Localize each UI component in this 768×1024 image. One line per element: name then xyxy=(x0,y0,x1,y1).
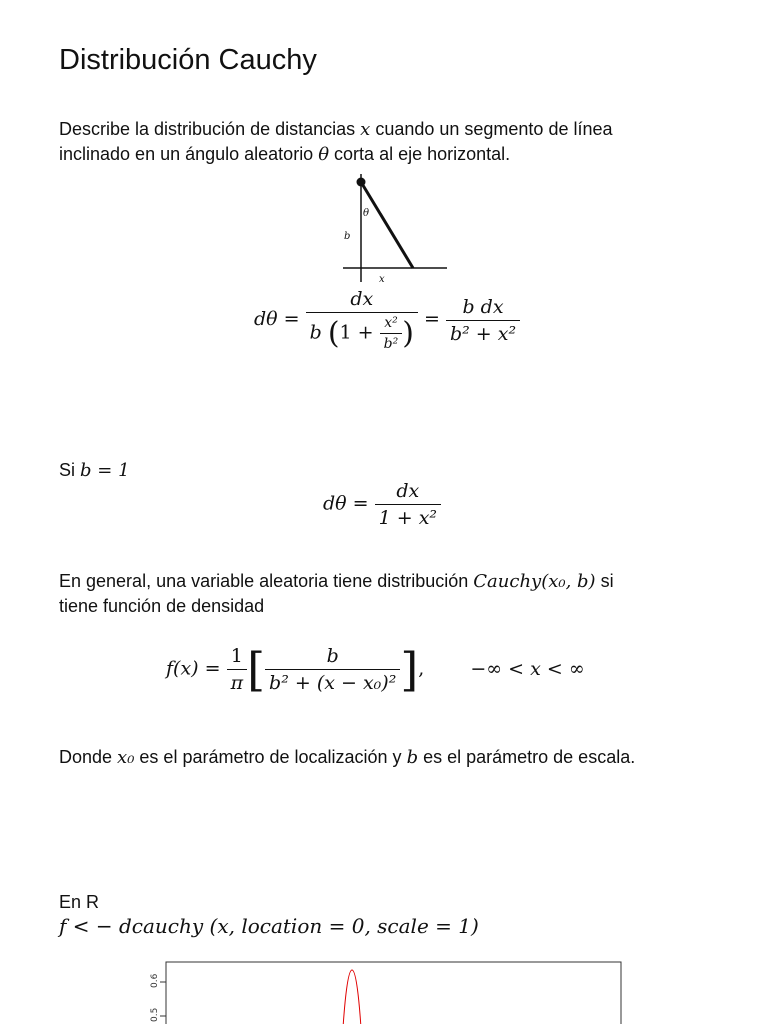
eq1-inner-den: b² xyxy=(383,336,399,352)
eq2-den: 1 + x² xyxy=(378,507,438,529)
eq1-den1-b: b xyxy=(309,321,322,344)
donde-text: es el parámetro de escala. xyxy=(418,747,636,767)
inclined-segment xyxy=(361,182,413,268)
cauchy-notation: Cauchy(x₀, b) xyxy=(473,571,596,592)
eq3-lhs: f(x) = xyxy=(166,657,221,680)
general-text: si xyxy=(595,571,614,591)
equation-dtheta-general xyxy=(254,288,520,352)
angle-diagram xyxy=(335,170,455,288)
donde-text: Donde xyxy=(59,747,118,767)
equation-dtheta-standard xyxy=(323,480,441,529)
eq1-inner-num: x² xyxy=(380,315,403,334)
var-x: x xyxy=(360,119,371,140)
diagram-label-b: b xyxy=(344,231,351,242)
r-code: f < − dcauchy (x, location = 0, scale = 1) xyxy=(59,914,479,938)
donde-line xyxy=(59,745,635,770)
r-code-line xyxy=(59,914,479,938)
eq2-lhs: dθ = xyxy=(323,492,369,515)
eq1-lhs: dθ = xyxy=(254,308,300,330)
intro-paragraph xyxy=(59,117,613,167)
eq3-constant-fraction xyxy=(227,645,248,694)
diagram-label-theta: θ xyxy=(363,208,370,219)
eq3-main-fraction xyxy=(265,645,400,694)
eq1-den1-one: 1 + xyxy=(339,321,374,344)
eq3-range: −∞ < x < ∞ xyxy=(470,657,585,680)
general-paragraph xyxy=(59,569,614,619)
eq1-den2: b² + x² xyxy=(449,322,517,345)
eq1-fraction-1 xyxy=(306,288,418,352)
plot-frame xyxy=(166,962,621,1024)
intro-text: Describe la distribución de distancias xyxy=(59,119,361,139)
si-line xyxy=(59,458,130,483)
eq3-c-num: 1 xyxy=(227,645,248,670)
page-title: Distribución Cauchy xyxy=(59,44,317,76)
eq2-num: dx xyxy=(375,480,441,505)
eq3-c-den: π xyxy=(230,672,244,694)
general-text: En general, una variable aleatoria tiene distribución xyxy=(59,571,474,591)
eq3-b-num: b xyxy=(265,645,400,670)
var-b: b xyxy=(406,747,419,768)
eq1-num2: b dx xyxy=(446,296,520,321)
var-x0: x₀ xyxy=(117,747,135,768)
eq1-equals: = xyxy=(424,308,440,330)
eq1-fraction-2 xyxy=(446,296,520,345)
si-label: Si xyxy=(59,460,81,480)
intro-text: inclinado en un ángulo aleatorio xyxy=(59,144,319,164)
density-curve xyxy=(343,970,361,1024)
general-text-line2: tiene función de densidad xyxy=(59,596,265,616)
intro-text: corta al eje horizontal. xyxy=(329,144,511,164)
eq3-comma: , xyxy=(418,657,425,680)
en-r-label: En R xyxy=(59,892,100,912)
equation-density: f(x) = $\frac{1}{\pi}$ [ $\frac{b}{\text{b² + (x − x₀)²}}$ ], −∞ < x < ∞ xyxy=(166,642,585,697)
eq2-fraction xyxy=(375,480,441,529)
eq1-inner-fraction xyxy=(380,315,403,352)
eq1-den1: b (1 + $\frac{\text{x²}}{\text{b²}}$ ) xyxy=(309,315,414,352)
diagram-label-x: x xyxy=(379,274,385,285)
eq3-b-den: b² + (x − x₀)² xyxy=(269,672,397,694)
intro-text: cuando un segmento de línea xyxy=(370,119,613,139)
pivot-point xyxy=(357,178,366,187)
si-condition: b = 1 xyxy=(80,460,130,481)
cauchy-density-plot xyxy=(140,958,630,1024)
tick-label-0.5: 0.5 xyxy=(150,1007,160,1022)
tick-label-0.6: 0.6 xyxy=(150,973,160,988)
donde-text: es el parámetro de localización y xyxy=(134,747,407,767)
eq1-num1: dx xyxy=(306,288,418,313)
var-theta: θ xyxy=(318,144,330,165)
